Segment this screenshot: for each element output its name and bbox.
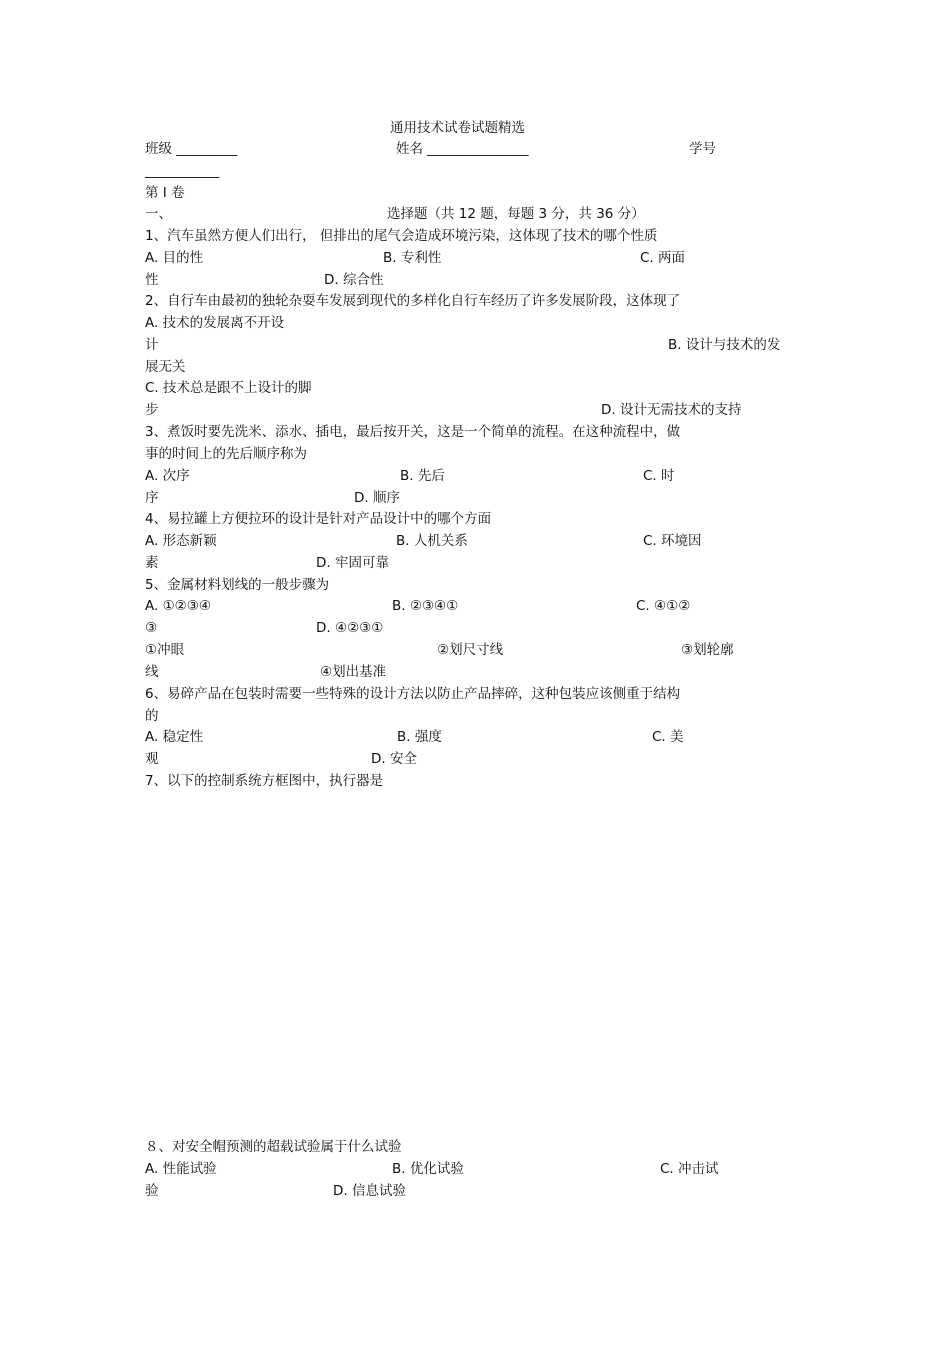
section-heading: 选择题（共 12 题，每题 3 分，共 36 分） <box>387 206 645 222</box>
question-4-stem: 4、易拉罐上方便拉环的设计是针对产品设计中的哪个方面 <box>145 511 492 527</box>
q2-option-d: D. 设计无需技术的支持 <box>601 402 742 418</box>
q2-option-b-wrap: 展无关 <box>145 359 186 375</box>
student-id-label: 学号 <box>689 141 716 157</box>
q1-option-a: A. 目的性 <box>145 250 204 266</box>
q6-option-c: C. 美 <box>652 729 684 745</box>
q5-option-c-wrap: ③ <box>145 620 158 636</box>
q5-step-3-wrap: 线 <box>145 664 159 680</box>
q5-step-1: ①冲眼 <box>145 642 185 658</box>
question-3-stem-cont: 事的时间上的先后顺序称为 <box>145 446 307 462</box>
q1-option-d: D. 综合性 <box>324 272 384 288</box>
question-8-stem: ８、对安全帽预测的超载试验属于什么试验 <box>145 1139 402 1155</box>
q5-option-c: C. ④①② <box>636 598 691 614</box>
q2-option-c-wrap: 步 <box>145 402 159 418</box>
q4-option-b: B. 人机关系 <box>396 533 468 549</box>
q5-option-a: A. ①②③④ <box>145 598 211 614</box>
q6-option-c-wrap: 观 <box>145 751 159 767</box>
class-field: 班级 _________ <box>145 141 238 157</box>
question-1-stem: 1、汽车虽然方便人们出行， 但排出的尾气会造成环境污染，这体现了技术的哪个性质 <box>145 228 658 244</box>
q2-option-b: B. 设计与技术的发 <box>668 337 781 353</box>
q5-option-d: D. ④②③① <box>316 620 384 636</box>
q1-option-c-wrap: 性 <box>145 272 159 288</box>
q3-option-a: A. 次序 <box>145 468 190 484</box>
q5-step-2: ②划尺寸线 <box>437 642 504 658</box>
q4-option-d: D. 牢固可靠 <box>316 555 389 571</box>
q5-step-3: ③划轮廓 <box>681 642 734 658</box>
q8-option-d: D. 信息试验 <box>333 1183 406 1199</box>
question-7-stem: 7、以下的控制系统方框图中，执行器是 <box>145 773 384 789</box>
q8-option-b: B. 优化试验 <box>392 1161 464 1177</box>
question-5-stem: 5、金属材料划线的一般步骤为 <box>145 577 330 593</box>
question-3-stem: 3、煮饭时要先洗米、添水、插电，最后按开关，这是一个简单的流程。在这种流程中，做 <box>145 424 681 440</box>
q6-option-d: D. 安全 <box>371 751 417 767</box>
exam-title: 通用技术试卷试题精选 <box>390 120 525 136</box>
q2-option-a-wrap: 计 <box>145 337 159 353</box>
question-6-stem: 6、易碎产品在包装时需要一些特殊的设计方法以防止产品摔碎，这种包装应该侧重于结构 <box>145 686 681 702</box>
student-id-blank: ___________ <box>145 163 220 179</box>
section-number: 一、 <box>145 206 172 222</box>
q3-option-c-wrap: 序 <box>145 490 159 506</box>
q8-option-c: C. 冲击试 <box>660 1161 719 1177</box>
q3-option-d: D. 顺序 <box>354 490 400 506</box>
q4-option-c: C. 环境因 <box>643 533 702 549</box>
name-field: 姓名 _______________ <box>396 141 529 157</box>
q1-option-c: C. 两面 <box>640 250 686 266</box>
q3-option-c: C. 时 <box>643 468 675 484</box>
q2-option-c: C. 技术总是跟不上设计的脚 <box>145 380 312 396</box>
q6-option-a: A. 稳定性 <box>145 729 204 745</box>
question-2-stem: 2、自行车由最初的独轮杂耍车发展到现代的多样化自行车经历了许多发展阶段，这体现了 <box>145 293 681 309</box>
question-6-stem-cont: 的 <box>145 708 159 724</box>
part-label: 第 I 卷 <box>145 185 185 201</box>
q4-option-c-wrap: 素 <box>145 555 159 571</box>
q6-option-b: B. 强度 <box>397 729 442 745</box>
q8-option-c-wrap: 验 <box>145 1183 159 1199</box>
q5-step-4: ④划出基准 <box>320 664 387 680</box>
q5-option-b: B. ②③④① <box>392 598 459 614</box>
q3-option-b: B. 先后 <box>400 468 445 484</box>
q2-option-a: A. 技术的发展离不开设 <box>145 315 285 331</box>
q4-option-a: A. 形态新颖 <box>145 533 217 549</box>
q8-option-a: A. 性能试验 <box>145 1161 217 1177</box>
q1-option-b: B. 专利性 <box>383 250 442 266</box>
